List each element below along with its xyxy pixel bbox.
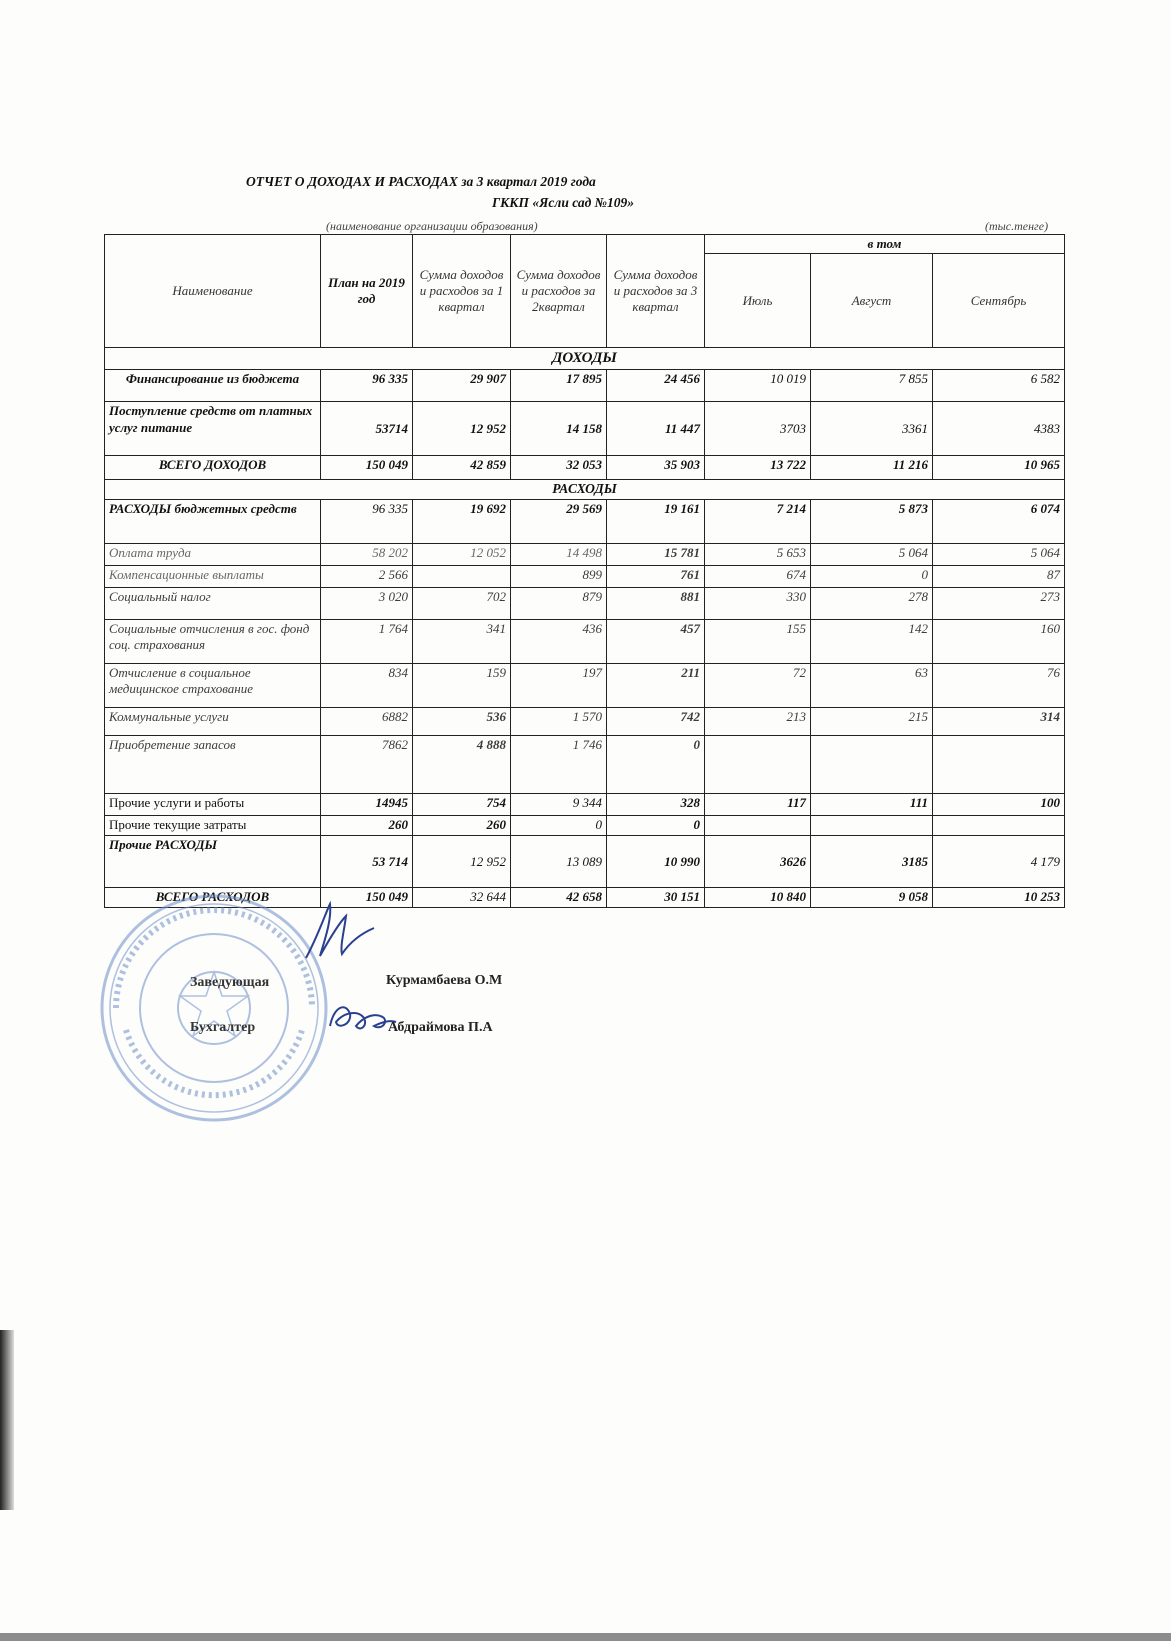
row-name: Прочие услуги и работы [105, 794, 321, 816]
cell-august: 11 216 [811, 456, 933, 480]
cell-q3: 10 990 [607, 836, 705, 888]
table-row [105, 794, 1065, 816]
cell-plan: 2 566 [321, 566, 413, 588]
cell-q1 [413, 566, 511, 588]
cell-q1: 702 [413, 588, 511, 620]
cell-q1: 12 052 [413, 544, 511, 566]
table-row [105, 708, 1065, 736]
row-name: РАСХОДЫ бюджетных средств [105, 500, 321, 544]
cell-plan: 150 049 [321, 888, 413, 908]
cell-september: 6 074 [933, 500, 1065, 544]
table-row [105, 402, 1065, 456]
cell-august: 3185 [811, 836, 933, 888]
cell-august: 215 [811, 708, 933, 736]
cell-q2: 1 570 [511, 708, 607, 736]
table-row [105, 588, 1065, 620]
document-title: ОТЧЕТ О ДОХОДАХ И РАСХОДАХ за 3 квартал 2019 года [246, 174, 596, 189]
cell-q3: 19 161 [607, 500, 705, 544]
report-table [104, 234, 1065, 908]
cell-july: 3703 [705, 402, 811, 456]
accountant-signature [324, 996, 398, 1044]
cell-q3: 35 903 [607, 456, 705, 480]
cell-august: 3361 [811, 402, 933, 456]
row-name: Компенсационные выплаты [105, 566, 321, 588]
organization-caption: (наименование организации образования) [326, 219, 538, 233]
cell-q3: 30 151 [607, 888, 705, 908]
header-september: Сентябрь [933, 254, 1065, 348]
row-name: Поступление средств от платных услуг питание [105, 402, 321, 456]
cell-q1: 4 888 [413, 736, 511, 794]
cell-q3: 11 447 [607, 402, 705, 456]
cell-q3: 211 [607, 664, 705, 708]
cell-plan: 53714 [321, 402, 413, 456]
cell-july [705, 816, 811, 836]
cell-september: 6 582 [933, 370, 1065, 402]
cell-july: 10 019 [705, 370, 811, 402]
cell-plan: 1 764 [321, 620, 413, 664]
cell-q3: 0 [607, 816, 705, 836]
cell-august [811, 816, 933, 836]
cell-september [933, 736, 1065, 794]
cell-q2: 899 [511, 566, 607, 588]
accountant-name: Абдраймова П.А [388, 1020, 493, 1035]
scan-bottom-border [0, 1633, 1171, 1641]
row-name: ВСЕГО ДОХОДОВ [105, 456, 321, 480]
cell-q2: 13 089 [511, 836, 607, 888]
cell-august: 5 873 [811, 500, 933, 544]
cell-july: 13 722 [705, 456, 811, 480]
cell-july [705, 736, 811, 794]
cell-july: 5 653 [705, 544, 811, 566]
row-name: Прочие текущие затраты [105, 816, 321, 836]
head-label: Заведующая [190, 975, 270, 990]
table-row [105, 664, 1065, 708]
table-row [105, 370, 1065, 402]
cell-july: 3626 [705, 836, 811, 888]
cell-september: 5 064 [933, 544, 1065, 566]
cell-q3: 761 [607, 566, 705, 588]
row-name: Социальные отчисления в гос. фонд соц. страхования [105, 620, 321, 664]
cell-q1: 536 [413, 708, 511, 736]
cell-q2: 436 [511, 620, 607, 664]
header-august: Август [811, 254, 933, 348]
header-july: Июль [705, 254, 811, 348]
cell-september: 273 [933, 588, 1065, 620]
cell-q2: 1 746 [511, 736, 607, 794]
cell-q3: 457 [607, 620, 705, 664]
cell-july: 674 [705, 566, 811, 588]
row-name: Оплата труда [105, 544, 321, 566]
cell-july: 155 [705, 620, 811, 664]
header-name: Наименование [105, 235, 321, 348]
cell-september: 4 179 [933, 836, 1065, 888]
cell-q1: 42 859 [413, 456, 511, 480]
cell-july: 7 214 [705, 500, 811, 544]
cell-q3: 742 [607, 708, 705, 736]
header-q3: Сумма доходов и расходов за 3 квартал [607, 235, 705, 348]
cell-plan: 53 714 [321, 836, 413, 888]
row-name: Приобретение запасов [105, 736, 321, 794]
cell-plan: 96 335 [321, 500, 413, 544]
cell-august: 7 855 [811, 370, 933, 402]
table-row [105, 620, 1065, 664]
cell-plan: 150 049 [321, 456, 413, 480]
cell-q1: 29 907 [413, 370, 511, 402]
cell-q3: 0 [607, 736, 705, 794]
row-name: Коммунальные услуги [105, 708, 321, 736]
cell-august: 278 [811, 588, 933, 620]
header-in-tom: в том [705, 235, 1065, 254]
head-name: Курмамбаева О.М [386, 973, 503, 988]
cell-q2: 9 344 [511, 794, 607, 816]
expense-budget-row [105, 500, 1065, 544]
cell-q1: 754 [413, 794, 511, 816]
header-q1: Сумма доходов и расходов за 1 квартал [413, 235, 511, 348]
cell-q1: 159 [413, 664, 511, 708]
cell-q3: 15 781 [607, 544, 705, 566]
table-row [105, 566, 1065, 588]
accountant-label: Бухгалтер [190, 1020, 256, 1035]
cell-plan: 7862 [321, 736, 413, 794]
cell-q1: 32 644 [413, 888, 511, 908]
cell-september: 314 [933, 708, 1065, 736]
cell-september: 76 [933, 664, 1065, 708]
cell-september: 4383 [933, 402, 1065, 456]
cell-september: 100 [933, 794, 1065, 816]
cell-august: 0 [811, 566, 933, 588]
row-name: Финансирование из бюджета [105, 370, 321, 402]
official-stamp [96, 890, 332, 1126]
cell-plan: 14945 [321, 794, 413, 816]
cell-september: 10 253 [933, 888, 1065, 908]
cell-september: 160 [933, 620, 1065, 664]
cell-plan: 3 020 [321, 588, 413, 620]
section-income: ДОХОДЫ [105, 348, 1065, 370]
cell-august: 5 064 [811, 544, 933, 566]
cell-q3: 24 456 [607, 370, 705, 402]
cell-q3: 328 [607, 794, 705, 816]
table-row [105, 544, 1065, 566]
cell-september: 87 [933, 566, 1065, 588]
cell-july: 72 [705, 664, 811, 708]
cell-september [933, 816, 1065, 836]
cell-q2: 197 [511, 664, 607, 708]
cell-august: 9 058 [811, 888, 933, 908]
cell-q2: 14 498 [511, 544, 607, 566]
cell-plan: 58 202 [321, 544, 413, 566]
cell-q2: 42 658 [511, 888, 607, 908]
cell-q2: 14 158 [511, 402, 607, 456]
cell-q3: 881 [607, 588, 705, 620]
cell-plan: 6882 [321, 708, 413, 736]
cell-plan: 834 [321, 664, 413, 708]
scan-edge-shadow [0, 1330, 14, 1510]
cell-q2: 29 569 [511, 500, 607, 544]
cell-plan: 260 [321, 816, 413, 836]
row-name: Социальный налог [105, 588, 321, 620]
cell-q1: 260 [413, 816, 511, 836]
cell-september: 10 965 [933, 456, 1065, 480]
table-row [105, 736, 1065, 794]
cell-august: 111 [811, 794, 933, 816]
income-total-row [105, 456, 1065, 480]
cell-q2: 32 053 [511, 456, 607, 480]
cell-q1: 12 952 [413, 836, 511, 888]
cell-august [811, 736, 933, 794]
row-name: ВСЕГО РАСХОДОВ [105, 888, 321, 908]
cell-plan: 96 335 [321, 370, 413, 402]
cell-august: 142 [811, 620, 933, 664]
cell-july: 10 840 [705, 888, 811, 908]
header-q2: Сумма доходов и расходов за 2квартал [511, 235, 607, 348]
cell-q1: 341 [413, 620, 511, 664]
cell-q2: 0 [511, 816, 607, 836]
organization-name: ГККП «Ясли сад №109» [492, 195, 635, 210]
head-signature [300, 898, 380, 964]
cell-august: 63 [811, 664, 933, 708]
cell-july: 330 [705, 588, 811, 620]
header-plan: План на 2019 год [321, 235, 413, 348]
row-name: Прочие РАСХОДЫ [105, 836, 321, 888]
cell-q1: 12 952 [413, 402, 511, 456]
cell-july: 213 [705, 708, 811, 736]
table-row [105, 816, 1065, 836]
other-expenses-row [105, 836, 1065, 888]
cell-july: 117 [705, 794, 811, 816]
section-expenses: РАСХОДЫ [105, 480, 1065, 500]
row-name: Отчисление в социальное медицинское страхование [105, 664, 321, 708]
cell-q2: 17 895 [511, 370, 607, 402]
cell-q2: 879 [511, 588, 607, 620]
cell-q1: 19 692 [413, 500, 511, 544]
units-caption: (тыс.тенге) [985, 219, 1049, 233]
